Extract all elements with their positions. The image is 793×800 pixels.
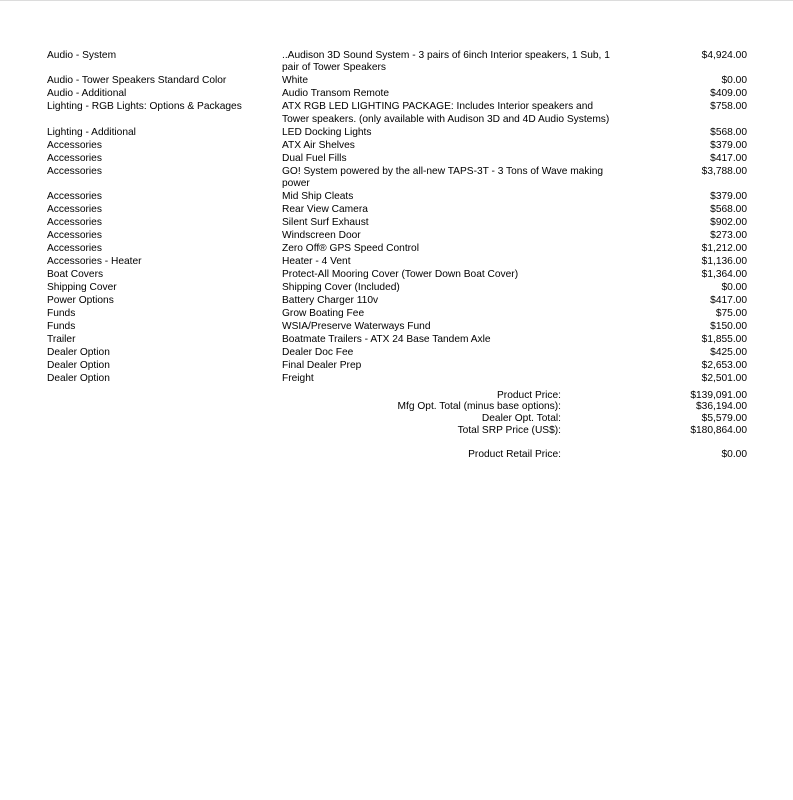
line-item-category: Trailer	[47, 334, 76, 346]
line-item-category: Dealer Option	[47, 373, 110, 385]
line-item-category: Shipping Cover	[47, 282, 117, 294]
line-item-category: Accessories	[47, 191, 102, 203]
dealer-opt-total-label: Dealer Opt. Total:	[481, 413, 561, 425]
product-retail-price-label: Product Retail Price:	[468, 448, 561, 460]
line-item-description: Zero Off® GPS Speed Control	[282, 243, 419, 255]
line-item	[47, 217, 747, 229]
line-item	[47, 308, 747, 320]
line-item-price: $0.00	[721, 75, 747, 87]
line-item	[47, 373, 747, 385]
line-item-price: $75.00	[715, 308, 747, 320]
line-item-description: Dealer Doc Fee	[282, 347, 354, 359]
line-item-price: $4,924.00	[701, 50, 747, 61]
line-items-list	[47, 50, 747, 386]
line-item-description: Rear View Camera	[282, 204, 368, 216]
line-item	[47, 282, 747, 294]
dealer-opt-total-value: $5,579.00	[701, 413, 747, 425]
line-item-description: Boatmate Trailers - ATX 24 Base Tandem Axle	[282, 334, 491, 346]
line-item-description: Protect-All Mooring Cover (Tower Down Boat Cover)	[282, 269, 519, 281]
line-item-price: $3,788.00	[701, 165, 747, 177]
line-item	[47, 140, 747, 152]
line-item	[47, 243, 747, 255]
line-item-category: Dealer Option	[47, 360, 110, 372]
line-item	[47, 101, 747, 126]
line-item-price: $2,501.00	[701, 373, 747, 385]
line-item-category: Funds	[47, 321, 76, 333]
total-srp-value: $180,864.00	[690, 425, 747, 437]
line-item-description: WSIA/Preserve Waterways Fund	[282, 321, 431, 333]
line-item	[47, 230, 747, 242]
line-item-price: $568.00	[710, 126, 747, 138]
line-item-description: Windscreen Door	[282, 230, 361, 242]
line-item	[47, 166, 747, 191]
line-item-category: Accessories	[47, 152, 102, 164]
line-item-category: Accessories	[47, 217, 102, 229]
line-item	[47, 321, 747, 333]
line-item	[47, 295, 747, 307]
line-item-price: $409.00	[710, 88, 747, 100]
line-item-category: Power Options	[47, 295, 114, 307]
options-price-sheet	[47, 50, 747, 461]
line-item-category: Lighting - RGB Lights: Options & Packages	[47, 101, 242, 113]
line-item-description: LED Docking Lights	[282, 126, 372, 138]
line-item	[47, 347, 747, 359]
line-item-description: ATX Air Shelves	[282, 139, 355, 151]
line-item-description: Battery Charger 110v	[282, 295, 379, 307]
line-item	[47, 153, 747, 165]
line-item	[47, 360, 747, 372]
line-item-price: $379.00	[710, 191, 747, 203]
mfg-opt-total-value: $36,194.00	[696, 401, 747, 413]
line-item-category: Accessories	[47, 230, 102, 242]
product-retail-price-value: $0.00	[721, 448, 747, 460]
mfg-opt-total-label: Mfg Opt. Total (minus base options):	[397, 401, 561, 413]
line-item-price: $379.00	[710, 139, 747, 151]
line-item-category: Audio - Tower Speakers Standard Color	[47, 75, 227, 87]
line-item-description: White	[282, 75, 309, 87]
line-item-description: Final Dealer Prep	[282, 360, 362, 372]
line-item-description: ..Audison 3D Sound System - 3 pairs of 6inch Interior speakers, 1 Sub, 1 pair of Tower Speakers	[282, 50, 610, 74]
price-totals	[47, 390, 747, 461]
line-item	[47, 204, 747, 216]
line-item-price: $0.00	[721, 282, 747, 294]
line-item	[47, 334, 747, 346]
line-item-description: Grow Boating Fee	[282, 308, 365, 320]
line-item-description: Audio Transom Remote	[282, 88, 390, 100]
product-retail-price-row	[47, 449, 747, 461]
product-price-row	[47, 390, 747, 402]
line-item-price: $1,136.00	[701, 256, 747, 268]
line-item-category: Accessories - Heater	[47, 256, 142, 268]
line-item-description: Mid Ship Cleats	[282, 191, 354, 203]
line-item-price: $150.00	[710, 321, 747, 333]
line-item-price: $273.00	[710, 230, 747, 242]
dealer-opt-total-row	[47, 413, 747, 425]
line-item-category: Accessories	[47, 243, 102, 255]
line-item-category: Accessories	[47, 139, 102, 151]
line-item-category: Lighting - Additional	[47, 126, 136, 138]
line-item-description: GO! System powered by the all-new TAPS-3T - 3 Tons of Wave making power	[282, 165, 604, 190]
line-item	[47, 50, 747, 75]
product-price-value: $139,091.00	[690, 389, 747, 401]
line-item-price: $417.00	[710, 152, 747, 164]
line-item-category: Funds	[47, 308, 76, 320]
line-item-description: Freight	[282, 373, 314, 385]
line-item	[47, 75, 747, 87]
line-item	[47, 256, 747, 268]
line-item-description: Silent Surf Exhaust	[282, 217, 369, 229]
line-item	[47, 88, 747, 100]
line-item-price: $2,653.00	[701, 360, 747, 372]
mfg-opt-total-row	[47, 401, 747, 413]
line-item-price: $758.00	[710, 101, 747, 113]
total-srp-row	[47, 425, 747, 437]
line-item-description: ATX RGB LED LIGHTING PACKAGE: Includes Interior speakers and Tower speakers. (only available with Audison 3D and 4D Audio Systems)	[282, 101, 610, 125]
line-item-category: Boat Covers	[47, 269, 104, 281]
line-item-price: $425.00	[710, 347, 747, 359]
line-item-price: $1,212.00	[701, 243, 747, 255]
line-item-price: $902.00	[710, 217, 747, 229]
line-item-description: Shipping Cover (Included)	[282, 282, 400, 294]
line-item	[47, 269, 747, 281]
line-item-category: Dealer Option	[47, 347, 110, 359]
line-item-description: Heater - 4 Vent	[282, 256, 351, 268]
line-item-category: Accessories	[47, 165, 102, 177]
line-item-price: $1,855.00	[701, 334, 747, 346]
product-price-label: Product Price:	[497, 389, 561, 401]
line-item-category: Accessories	[47, 204, 102, 216]
page-top-divider	[0, 0, 793, 1]
total-srp-label: Total SRP Price (US$):	[457, 425, 561, 437]
line-item-price: $417.00	[710, 295, 747, 307]
line-item	[47, 127, 747, 139]
line-item-description: Dual Fuel Fills	[282, 152, 347, 164]
line-item-price: $1,364.00	[701, 269, 747, 281]
line-item	[47, 191, 747, 203]
line-item-category: Audio - System	[47, 50, 117, 61]
line-item-category: Audio - Additional	[47, 88, 127, 100]
line-item-price: $568.00	[710, 204, 747, 216]
